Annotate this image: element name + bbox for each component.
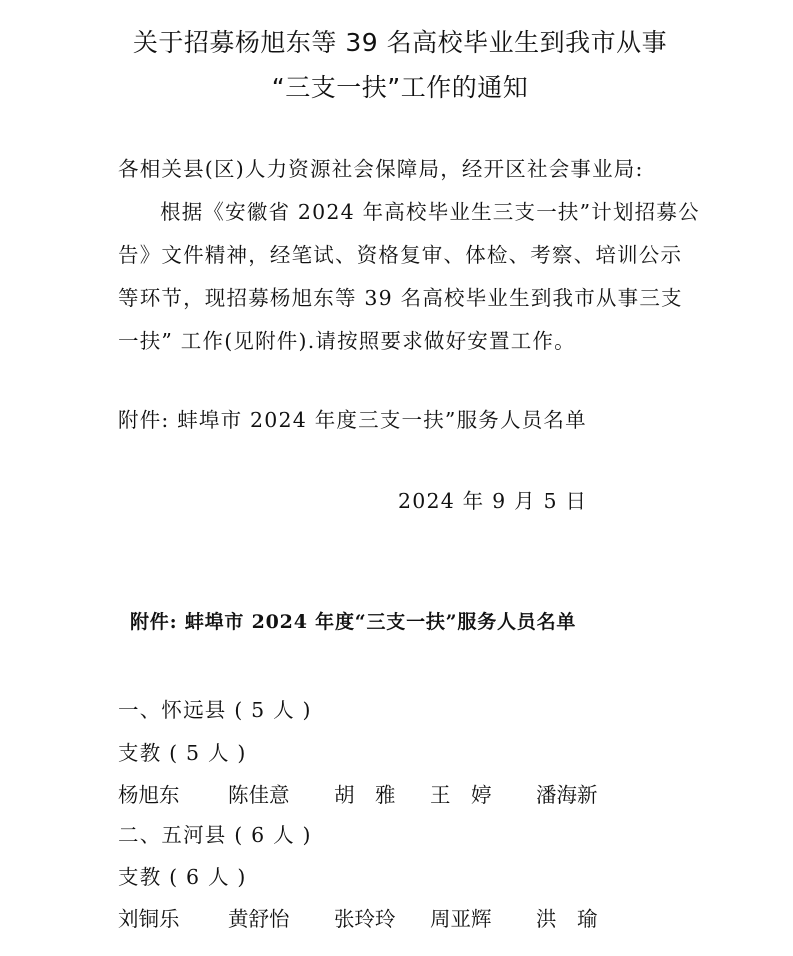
- county-heading-wuhe: 二、五河县 ( 6 人 ): [118, 823, 312, 847]
- person-name: 王 婷: [430, 783, 492, 807]
- person-name: 胡 雅: [334, 783, 396, 807]
- county-heading-huaiyuan: 一、怀远县 ( 5 人 ): [118, 698, 312, 722]
- body-line-1: 根据《安徽省 2024 年高校毕业生三支一扶”计划招募公: [160, 200, 700, 224]
- body-line-2: 告》文件精神，经笔试、资格复审、体检、考察、培训公示: [118, 243, 683, 267]
- person-name: 张玲玲: [334, 907, 396, 931]
- person-name: 洪 瑜: [536, 907, 598, 931]
- category-heading-wuhe: 支教 ( 6 人 ): [118, 865, 247, 889]
- person-name: 刘铜乐: [118, 907, 180, 931]
- category-heading-huaiyuan: 支教 ( 5 人 ): [118, 741, 247, 765]
- attachment-title: 附件: 蚌埠市 2024 年度“三支一扶”服务人员名单: [130, 611, 577, 633]
- person-name: 潘海新: [536, 783, 598, 807]
- notice-title-line-2: “三支一扶”工作的通知: [271, 73, 529, 102]
- notice-title-line-1: 关于招募杨旭东等 39 名高校毕业生到我市从事: [132, 28, 668, 57]
- addressee: 各相关县(区)人力资源社会保障局，经开区社会事业局:: [118, 157, 644, 181]
- person-name: 杨旭东: [118, 783, 180, 807]
- body-line-3: 等环节，现招募杨旭东等 39 名高校毕业生到我市从事三支: [118, 286, 683, 310]
- person-name: 黄舒怡: [228, 907, 290, 931]
- attachment-reference: 附件: 蚌埠市 2024 年度三支一扶”服务人员名单: [118, 408, 587, 432]
- notice-date: 2024 年 9 月 5 日: [398, 489, 588, 513]
- person-name: 周亚辉: [430, 907, 492, 931]
- body-line-4: 一扶” 工作(见附件).请按照要求做好安置工作。: [118, 329, 576, 353]
- person-name: 陈佳意: [228, 783, 290, 807]
